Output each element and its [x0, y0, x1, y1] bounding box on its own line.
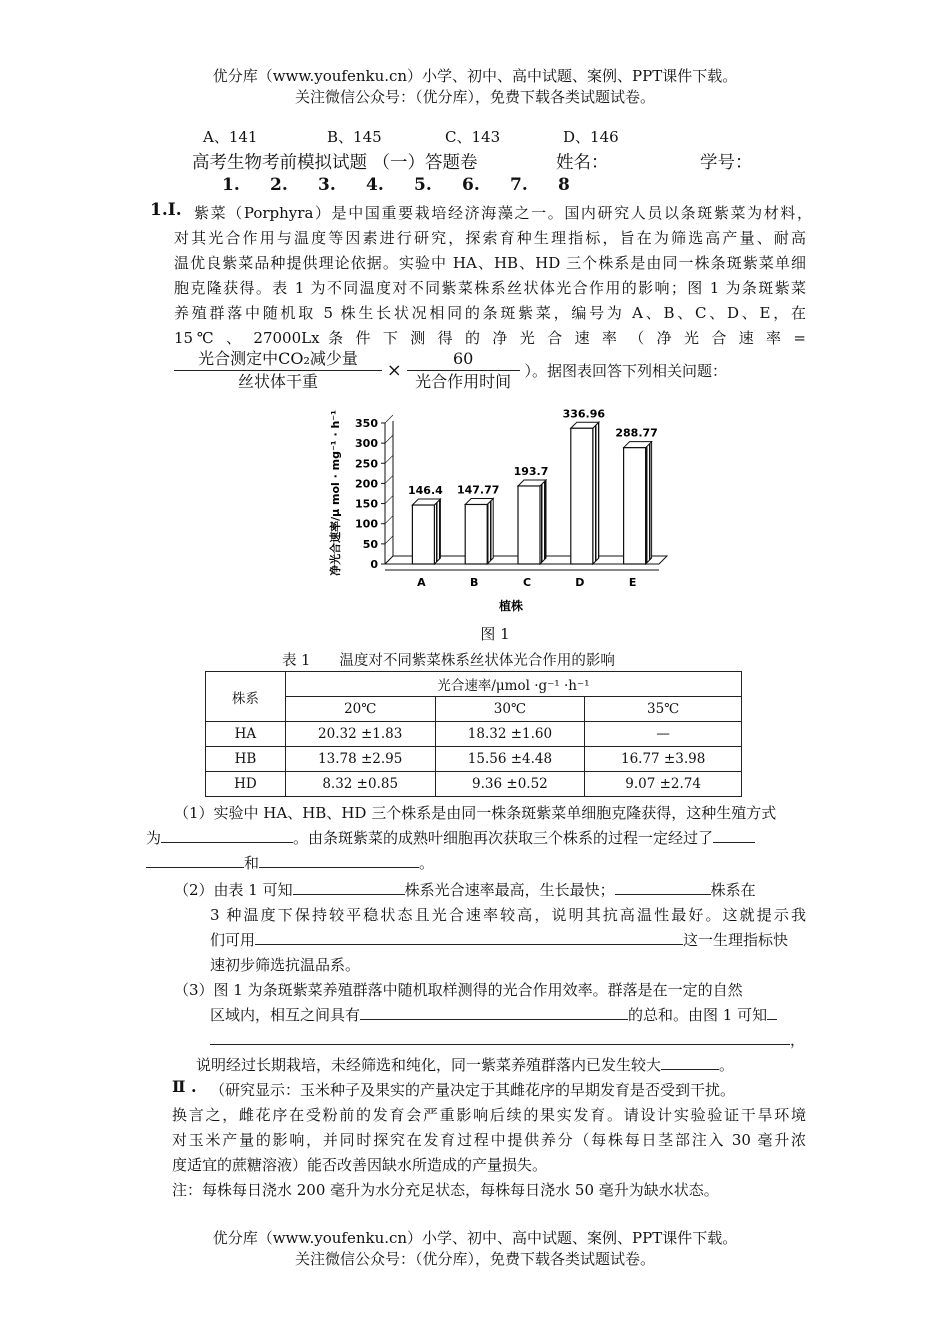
- tick-connector: [385, 516, 393, 524]
- answer-blank[interactable]: [161, 827, 293, 843]
- bar-front: [624, 448, 646, 564]
- answer-number: 5.: [414, 175, 432, 195]
- option-a: A、141: [203, 128, 258, 146]
- sub3-text: 的总和。由图 1 可知: [628, 1006, 768, 1024]
- bar-front: [518, 486, 540, 564]
- table-cell: 16.77 ±3.98: [585, 747, 742, 772]
- x-tick-label: E: [628, 576, 637, 589]
- table-temp-header: 30℃: [435, 697, 585, 722]
- sub1-line-3: [146, 851, 434, 876]
- part2-line-2: 换言之，雌花序在受粉前的发育会严重影响后续的果实发育。请设计实验验证干旱环境: [172, 1106, 806, 1124]
- chart-y-axis-label: 净光合速率/μ mol · mg⁻¹ · h⁻¹: [329, 410, 342, 576]
- tick-connector: [385, 496, 393, 504]
- bar-value-label: 288.77: [615, 426, 658, 440]
- bar-B: [457, 483, 499, 564]
- y-tick-label: 50: [362, 537, 378, 551]
- answer-blank[interactable]: [293, 879, 405, 895]
- table-temp-header: 35℃: [585, 697, 742, 722]
- table-group-header: 光合速率/μmol ·g⁻¹ ·h⁻¹: [285, 672, 741, 697]
- answer-blank[interactable]: [767, 1004, 777, 1020]
- bar-E: [615, 427, 657, 564]
- option-c: C、143: [445, 128, 501, 146]
- bar-value-label: 147.77: [456, 483, 500, 497]
- table-cell: HD: [206, 772, 286, 797]
- figure-caption: 图 1: [480, 625, 510, 643]
- table-cell: 20.32 ±1.83: [285, 722, 435, 747]
- answer-number: 3.: [318, 175, 336, 195]
- part2-line-4: 度适宜的蔗糖溶液）能否改善因缺水所造成的产量损失。: [172, 1156, 548, 1174]
- x-tick-label: C: [522, 576, 532, 589]
- y-tick-label: 250: [355, 457, 378, 471]
- chart-x-labels: [417, 576, 636, 589]
- bar-side: [434, 499, 440, 564]
- answer-blank[interactable]: [360, 1004, 628, 1020]
- q1-number: 1.: [150, 200, 168, 220]
- tick-connector: [385, 536, 393, 544]
- sub2-line-2: 3 种温度下保持较平稳状态且光合速率较高，说明其抗高温性最好。这就提示我: [210, 906, 806, 924]
- footer-line-2: 关注微信公众号：（优分库），免费下载各类试题试卷。: [294, 1250, 655, 1268]
- id-label: 学号：: [700, 153, 753, 173]
- tick-connector: [385, 556, 393, 564]
- table-cell: 9.07 ±2.74: [585, 772, 742, 797]
- fraction-2: [407, 348, 520, 393]
- sub1-text: 为: [146, 829, 162, 847]
- chart-bars: [408, 407, 658, 564]
- sub1-line-1: （1）实验中 HA、HB、HD 三个株系是由同一株条斑紫菜单细胞克隆获得，这种生殖方式: [174, 804, 777, 822]
- rate-formula: [174, 348, 727, 393]
- table-temp-header: 20℃: [285, 697, 435, 722]
- answer-blank[interactable]: [661, 1054, 719, 1070]
- bar-side: [487, 498, 493, 564]
- table-row: [206, 747, 742, 772]
- y-tick-label: 200: [355, 477, 378, 491]
- answer-numbers: [222, 175, 588, 195]
- answer-blank[interactable]: [615, 879, 711, 895]
- x-tick-label: A: [417, 576, 426, 589]
- tick-connector: [385, 475, 393, 483]
- x-tick-label: D: [575, 576, 585, 589]
- sub2-line-4: 速初步筛选抗温品系。: [210, 956, 361, 974]
- question-number: [150, 200, 182, 220]
- answer-blank[interactable]: [146, 852, 244, 868]
- answer-blank[interactable]: [255, 929, 683, 945]
- sub2-line-1: [174, 878, 756, 903]
- y-tick-label: 0: [370, 558, 378, 571]
- sub3-line-4: [196, 1053, 734, 1078]
- table-cell: HB: [206, 747, 286, 772]
- table-1: [205, 671, 742, 797]
- table-cell: 15.56 ±4.48: [435, 747, 585, 772]
- x-tick-label: B: [470, 576, 479, 589]
- footer-line-1: 优分库（www.youfenku.cn）小学、初中、高中试题、案例、PPT课件下载。: [212, 1229, 738, 1247]
- answer-number: 2.: [270, 175, 288, 195]
- answer-number: 1.: [222, 175, 240, 195]
- table-row: [206, 722, 742, 747]
- table-cell: 8.32 ±0.85: [285, 772, 435, 797]
- chart-x-axis-label: 植株: [498, 599, 524, 613]
- answer-blank[interactable]: [713, 827, 755, 843]
- q1-line-3: 温优良紫菜品种提供理论依据。实验中 HA、HB、HD 三个株系是由同一株条斑紫菜单细: [174, 254, 806, 272]
- y-tick-label: 100: [355, 517, 378, 531]
- sub2-text: （2）由表 1 可知: [174, 881, 293, 899]
- q1-part: Ⅰ.: [167, 200, 182, 220]
- chart-y-ticks: [355, 417, 385, 571]
- sub1-text: 。由条斑紫菜的成熟叶细胞再次获取三个株系的过程一定经过了: [293, 829, 714, 847]
- table-cell: 9.36 ±0.52: [435, 772, 585, 797]
- bar-side: [540, 480, 546, 564]
- answer-number: 7.: [510, 175, 528, 195]
- times-sign: ×: [386, 360, 402, 381]
- q1-line-1: 紫菜（Porphyra）是中国重要栽培经济海藻之一。国内研究人员以条斑紫菜为材料，: [194, 204, 812, 222]
- answer-blank[interactable]: [259, 852, 419, 868]
- fraction-1-denominator: 丝状体干重: [237, 372, 318, 391]
- answer-number: 4.: [366, 175, 384, 195]
- y-tick-label: 350: [355, 417, 378, 430]
- sub2-line-3: [210, 928, 788, 953]
- tick-connector: [385, 455, 393, 463]
- part2-note: 注：每株每日浇水 200 毫升为水分充足状态，每株每日浇水 50 毫升为缺水状态。: [172, 1181, 719, 1199]
- q1-line-2: 对其光合作用与温度等因素进行研究，探索育种生理指标，旨在为筛选高产量、耐高: [174, 229, 806, 247]
- q1-line-5: 养殖群落中随机取 5 株生长状况相同的条斑紫菜，编号为 A、B、C、D、E，在: [174, 304, 806, 322]
- bar-value-label: 336.96: [562, 407, 606, 421]
- tick-connector: [385, 435, 393, 443]
- q1-line-6: 15℃ 、 27000Lx 条 件 下 测 得 的 净 光 合 速 率 （ 净 光 合 速 率 =: [174, 329, 806, 347]
- header-line-2: 关注微信公众号：（优分库），免费下载各类试题试卷。: [294, 88, 655, 106]
- sub2-text: 们可用: [210, 931, 256, 949]
- name-label: 姓名：: [556, 153, 609, 173]
- figure-1-bar-chart: [325, 398, 685, 616]
- sub1-line-2: [146, 826, 755, 851]
- sub3-text: 说明经过长期栽培，未经筛选和纯化，同一紫菜养殖群落内已发生较大: [196, 1056, 662, 1074]
- part-2-label: Ⅱ .: [172, 1077, 197, 1096]
- sub1-text: 。: [419, 854, 435, 872]
- table-row-header: 株系: [206, 672, 286, 722]
- sub3-line-2: [210, 1003, 777, 1028]
- y-tick-label: 300: [355, 437, 378, 451]
- table-cell: HA: [206, 722, 286, 747]
- sub2-text: 这一生理指标快: [683, 931, 789, 949]
- fraction-2-denominator: 光合作用时间: [415, 372, 512, 391]
- fraction-1-numerator: 光合测定中CO₂减少量: [174, 348, 382, 371]
- y-tick-label: 150: [355, 497, 378, 511]
- table-row: [206, 772, 742, 797]
- bar-A: [408, 484, 443, 564]
- part2-line-1: （研究显示：玉米种子及果实的产量决定于其雌花序的早期发育是否受到干扰。: [210, 1081, 736, 1099]
- sub3-text: 区域内，相互之间具有: [210, 1006, 361, 1024]
- bar-front: [465, 504, 487, 564]
- bar-value-label: 193.7: [513, 464, 549, 478]
- bar-value-label: 146.4: [408, 484, 443, 498]
- table-cell: 13.78 ±2.95: [285, 747, 435, 772]
- answer-blank[interactable]: [210, 1029, 790, 1045]
- table-cell: 18.32 ±1.60: [435, 722, 585, 747]
- bar-D: [563, 407, 606, 564]
- tick-connector: [385, 415, 393, 423]
- q1-line-4: 胞克隆获得。表 1 为不同温度对不同紫菜株系丝状体光合作用的影响；图 1 为条斑紫菜: [174, 279, 806, 297]
- sub3-line-3: [210, 1028, 805, 1053]
- chart-gridlines: [385, 415, 393, 564]
- sub3-text: ，: [790, 1031, 806, 1049]
- bar-front: [571, 428, 593, 564]
- table-title: 表 1 温度对不同紫菜株系丝状体光合作用的影响: [282, 653, 615, 669]
- sub3-line-1: （3）图 1 为条斑紫菜养殖群落中随机取样测得的光合作用效率。群落是在一定的自然: [174, 981, 743, 999]
- formula-tail: ）。据图表回答下列相关问题：: [524, 362, 727, 380]
- sub3-text: 。: [719, 1056, 735, 1074]
- bar-side: [593, 422, 599, 564]
- option-d: D、146: [563, 128, 619, 146]
- bar-front: [412, 505, 434, 564]
- table-cell: —: [585, 722, 742, 747]
- part2-line-3: 对玉米产量的影响，并同时探究在发育过程中提供养分（每株每日茎部注入 30 毫升浓: [172, 1131, 806, 1149]
- answer-sheet-title: 高考生物考前模拟试题 （一）答题卷: [192, 153, 478, 173]
- answer-number: 8: [558, 175, 570, 195]
- fraction-1: [174, 348, 382, 393]
- sub2-text: 株系在: [710, 881, 756, 899]
- fraction-2-numerator: 60: [407, 348, 520, 371]
- bar-C: [514, 465, 549, 564]
- sub1-text: 和: [244, 854, 260, 872]
- header-line-1: 优分库（www.youfenku.cn）小学、初中、高中试题、案例、PPT课件下载。: [212, 67, 738, 85]
- option-b: B、145: [327, 128, 382, 146]
- sub2-text: 株系光合速率最高，生长最快；: [404, 881, 615, 899]
- answer-number: 6.: [462, 175, 480, 195]
- bar-side: [646, 442, 652, 564]
